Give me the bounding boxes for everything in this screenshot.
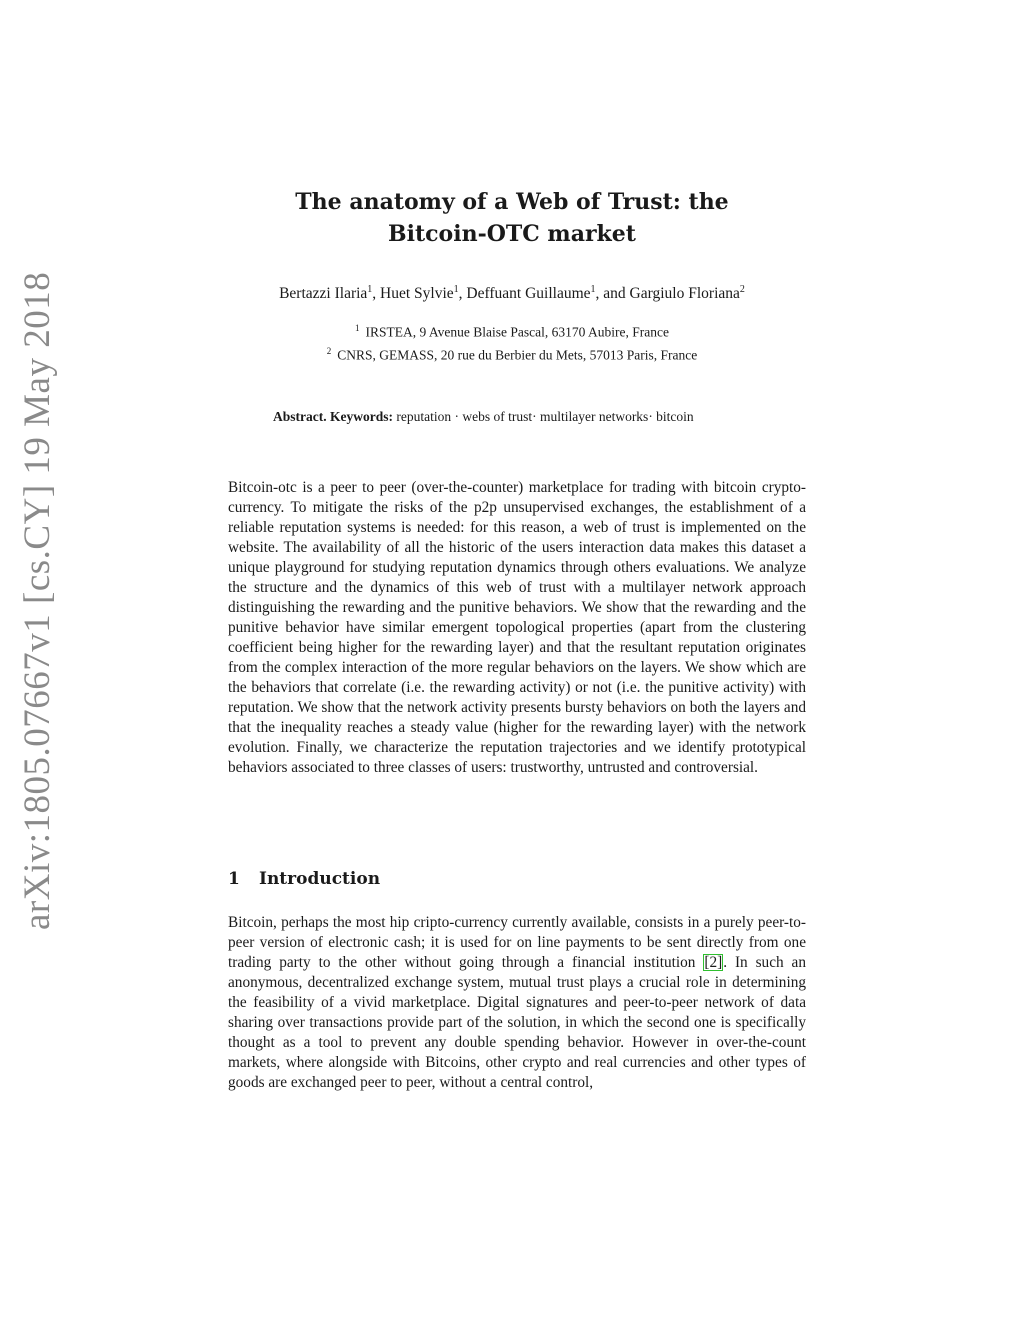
author: Bertazzi Ilaria [279, 285, 368, 303]
section-title: Introduction [259, 869, 381, 889]
section-heading-introduction [228, 869, 806, 889]
author-affil-mark: 2 [739, 284, 745, 295]
abstract-label: Abstract. [273, 409, 327, 424]
keywords-text: reputation · webs of trust· multilayer networks· bitcoin [396, 409, 694, 424]
author-separator: , [458, 285, 467, 303]
citation-link[interactable]: [2] [704, 954, 723, 971]
affiliation [212, 342, 812, 365]
title-line-1: The anatomy of a Web of Trust: the [295, 189, 729, 215]
author-affil-mark: 1 [367, 284, 373, 295]
affiliation-number: 2 [326, 345, 332, 356]
author-separator: , [372, 285, 381, 303]
author-affil-mark: 1 [453, 284, 459, 295]
abstract-keywords [273, 407, 758, 426]
author-separator: , and [595, 285, 630, 303]
affiliation [212, 319, 812, 342]
author-affil-mark: 1 [590, 284, 596, 295]
section-number: 1 [228, 869, 240, 889]
affiliation-text: IRSTEA, 9 Avenue Blaise Pascal, 63170 Aubire, France [365, 324, 669, 340]
intro-text-part-2: . In such an anonymous, decentralized exchange system, mutual trust plays a crucial role in determining the feasibility of a vivid marketplace. Digital signatures and peer-to-peer network of data sharing over transactions provide part of the solution, in which the second one is specifically thought as a tool to prevent any double spending behavior. However in over-the-count markets, where alongside with Bitcoins, other crypto and real currencies and other types of goods are exchanged peer to peer, without a central control, [228, 954, 806, 1091]
affiliation-text: CNRS, GEMASS, 20 rue du Berbier du Mets, 57013 Paris, France [337, 347, 698, 362]
author: Huet Sylvie [380, 285, 454, 303]
paper-title [212, 186, 812, 250]
title-line-2: Bitcoin-OTC market [388, 221, 636, 247]
author-list [212, 284, 812, 303]
intro-text-part-1: Bitcoin, perhaps the most hip cripto-currency currently available, consists in a purely peer-to-peer version of electronic cash; it is used for on line payments to be sent directly from one trading party to the other without going through a financial institution [228, 914, 806, 971]
keywords-label: Keywords: [330, 409, 393, 424]
arxiv-identifier-stamp: arXiv:1805.07667v1 [cs.CY] 19 May 2018 [17, 271, 58, 930]
author: Deffuant Guillaume [466, 285, 591, 303]
affiliation-number: 1 [355, 323, 360, 333]
introduction-paragraph [228, 913, 806, 1093]
affiliation-list [212, 319, 812, 364]
abstract-body: Bitcoin-otc is a peer to peer (over-the-counter) marketplace for trading with bitcoin crypto-currency. To mitigate the risks of the p2p unsupervised exchanges, the establishment of a reliable reputation systems is needed: for this reason, a web of trust is implemented on the website. The availability of all the historic of the users interaction data makes this dataset a unique playground for studying reputation dynamics through others evaluations. We analyze the structure and the dynamics of this web of trust with a multilayer network approach distinguishing the rewarding and the punitive behaviors. We show that the rewarding and the punitive behavior have similar emergent topological properties (apart from the clustering coefficient being higher for the rewarding layer) and that the resultant reputation originates from the complex interaction of the more regular behaviors on the layers. We show which are the behaviors that correlate (i.e. the rewarding activity) or not (i.e. the punitive activity) with reputation. We show that the network activity presents bursty behaviors on both the layers and that the inequality reaches a steady value (higher for the rewarding layer) with the network evolution. Finally, we characterize the reputation trajectories and we identify prototypical behaviors associated to three classes of users: trustworthy, untrusted and controversial. [228, 479, 806, 776]
author: Gargiulo Floriana [629, 285, 740, 303]
